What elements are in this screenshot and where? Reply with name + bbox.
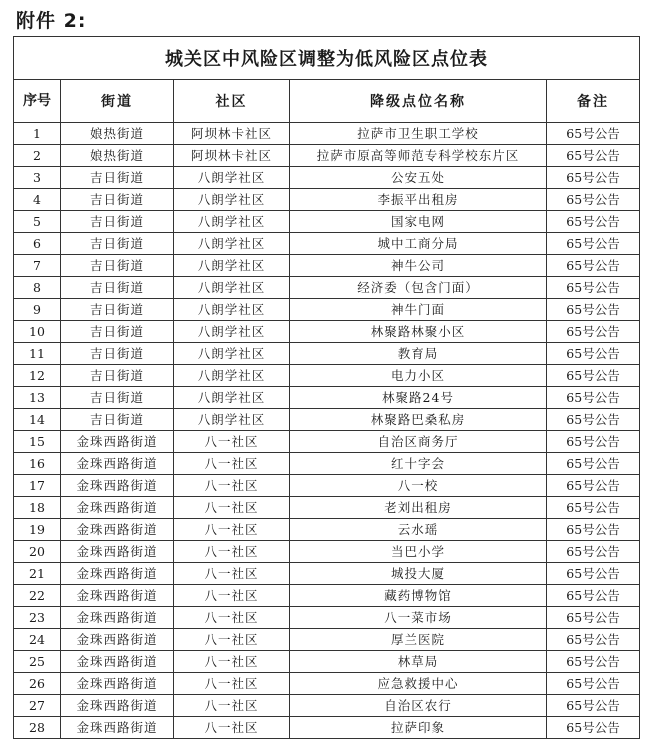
cell-community: 八一社区 <box>174 431 290 453</box>
table-row <box>14 563 640 585</box>
risk-area-table <box>13 36 640 739</box>
cell-street: 吉日街道 <box>61 255 174 277</box>
cell-seq: 12 <box>14 365 61 387</box>
cell-community: 八朗学社区 <box>174 211 290 233</box>
cell-community: 八朗学社区 <box>174 233 290 255</box>
cell-community: 八一社区 <box>174 673 290 695</box>
cell-seq: 6 <box>14 233 61 255</box>
table-row <box>14 431 640 453</box>
cell-note: 65号公告 <box>547 299 640 321</box>
cell-location: 林聚路巴桑私房 <box>290 409 547 431</box>
cell-location: 神牛公司 <box>290 255 547 277</box>
table-row <box>14 321 640 343</box>
cell-street: 吉日街道 <box>61 233 174 255</box>
cell-note: 65号公告 <box>547 673 640 695</box>
cell-note: 65号公告 <box>547 563 640 585</box>
cell-street: 金珠西路街道 <box>61 673 174 695</box>
cell-street: 金珠西路街道 <box>61 717 174 739</box>
table-row <box>14 453 640 475</box>
cell-community: 八朗学社区 <box>174 189 290 211</box>
table-row <box>14 365 640 387</box>
cell-location: 经济委（包含门面） <box>290 277 547 299</box>
cell-location: 厚兰医院 <box>290 629 547 651</box>
cell-seq: 8 <box>14 277 61 299</box>
cell-seq: 10 <box>14 321 61 343</box>
cell-seq: 7 <box>14 255 61 277</box>
cell-note: 65号公告 <box>547 475 640 497</box>
cell-community: 八一社区 <box>174 651 290 673</box>
table-row <box>14 409 640 431</box>
cell-street: 金珠西路街道 <box>61 563 174 585</box>
table-title: 城关区中风险区调整为低风险区点位表 <box>14 37 640 80</box>
cell-community: 八朗学社区 <box>174 343 290 365</box>
cell-location: 拉萨印象 <box>290 717 547 739</box>
cell-seq: 3 <box>14 167 61 189</box>
cell-seq: 23 <box>14 607 61 629</box>
cell-street: 金珠西路街道 <box>61 519 174 541</box>
header-seq: 序号 <box>14 80 61 123</box>
cell-note: 65号公告 <box>547 123 640 145</box>
cell-note: 65号公告 <box>547 145 640 167</box>
table-row <box>14 519 640 541</box>
cell-note: 65号公告 <box>547 277 640 299</box>
header-note: 备注 <box>547 80 640 123</box>
cell-seq: 18 <box>14 497 61 519</box>
cell-community: 八朗学社区 <box>174 299 290 321</box>
cell-seq: 17 <box>14 475 61 497</box>
cell-community: 八一社区 <box>174 717 290 739</box>
cell-note: 65号公告 <box>547 409 640 431</box>
cell-street: 吉日街道 <box>61 387 174 409</box>
cell-seq: 9 <box>14 299 61 321</box>
cell-street: 金珠西路街道 <box>61 497 174 519</box>
cell-street: 吉日街道 <box>61 277 174 299</box>
cell-note: 65号公告 <box>547 607 640 629</box>
cell-note: 65号公告 <box>547 519 640 541</box>
cell-seq: 24 <box>14 629 61 651</box>
table-row <box>14 651 640 673</box>
cell-location: 拉萨市卫生职工学校 <box>290 123 547 145</box>
cell-community: 八一社区 <box>174 695 290 717</box>
cell-seq: 4 <box>14 189 61 211</box>
cell-street: 金珠西路街道 <box>61 431 174 453</box>
cell-street: 吉日街道 <box>61 189 174 211</box>
table-row <box>14 233 640 255</box>
cell-location: 云水瑶 <box>290 519 547 541</box>
cell-note: 65号公告 <box>547 365 640 387</box>
cell-community: 阿坝林卡社区 <box>174 145 290 167</box>
table-row <box>14 673 640 695</box>
header-location: 降级点位名称 <box>290 80 547 123</box>
cell-street: 吉日街道 <box>61 365 174 387</box>
cell-street: 吉日街道 <box>61 211 174 233</box>
cell-seq: 22 <box>14 585 61 607</box>
cell-community: 八一社区 <box>174 497 290 519</box>
cell-location: 自治区农行 <box>290 695 547 717</box>
cell-community: 八一社区 <box>174 607 290 629</box>
cell-note: 65号公告 <box>547 541 640 563</box>
cell-note: 65号公告 <box>547 343 640 365</box>
cell-note: 65号公告 <box>547 453 640 475</box>
cell-note: 65号公告 <box>547 629 640 651</box>
table-row <box>14 123 640 145</box>
cell-community: 八朗学社区 <box>174 409 290 431</box>
cell-street: 金珠西路街道 <box>61 453 174 475</box>
cell-note: 65号公告 <box>547 695 640 717</box>
table-header-row <box>14 80 640 123</box>
cell-community: 八朗学社区 <box>174 321 290 343</box>
cell-note: 65号公告 <box>547 211 640 233</box>
header-community: 社区 <box>174 80 290 123</box>
table-row <box>14 343 640 365</box>
cell-community: 八朗学社区 <box>174 365 290 387</box>
cell-seq: 25 <box>14 651 61 673</box>
cell-seq: 20 <box>14 541 61 563</box>
cell-note: 65号公告 <box>547 387 640 409</box>
table-row <box>14 629 640 651</box>
cell-location: 教育局 <box>290 343 547 365</box>
cell-seq: 5 <box>14 211 61 233</box>
table-row <box>14 145 640 167</box>
cell-community: 八一社区 <box>174 585 290 607</box>
table-row <box>14 475 640 497</box>
cell-street: 金珠西路街道 <box>61 695 174 717</box>
cell-street: 金珠西路街道 <box>61 607 174 629</box>
cell-location: 林聚路24号 <box>290 387 547 409</box>
cell-street: 吉日街道 <box>61 343 174 365</box>
cell-community: 八一社区 <box>174 519 290 541</box>
cell-location: 神牛门面 <box>290 299 547 321</box>
cell-street: 吉日街道 <box>61 409 174 431</box>
cell-note: 65号公告 <box>547 717 640 739</box>
cell-note: 65号公告 <box>547 431 640 453</box>
cell-community: 八朗学社区 <box>174 277 290 299</box>
table-row <box>14 255 640 277</box>
cell-note: 65号公告 <box>547 255 640 277</box>
cell-seq: 14 <box>14 409 61 431</box>
cell-seq: 16 <box>14 453 61 475</box>
cell-location: 应急救援中心 <box>290 673 547 695</box>
table-row <box>14 695 640 717</box>
cell-note: 65号公告 <box>547 189 640 211</box>
cell-seq: 21 <box>14 563 61 585</box>
cell-street: 金珠西路街道 <box>61 475 174 497</box>
cell-note: 65号公告 <box>547 167 640 189</box>
cell-location: 八一校 <box>290 475 547 497</box>
cell-community: 八朗学社区 <box>174 387 290 409</box>
cell-community: 八朗学社区 <box>174 255 290 277</box>
cell-location: 李振平出租房 <box>290 189 547 211</box>
cell-seq: 26 <box>14 673 61 695</box>
attachment-label: 附件 2: <box>16 10 87 32</box>
cell-seq: 19 <box>14 519 61 541</box>
table-row <box>14 277 640 299</box>
table-row <box>14 497 640 519</box>
cell-community: 八朗学社区 <box>174 167 290 189</box>
table-row <box>14 189 640 211</box>
cell-location: 当巴小学 <box>290 541 547 563</box>
cell-community: 阿坝林卡社区 <box>174 123 290 145</box>
cell-street: 吉日街道 <box>61 167 174 189</box>
cell-location: 电力小区 <box>290 365 547 387</box>
table-row <box>14 167 640 189</box>
cell-community: 八一社区 <box>174 453 290 475</box>
cell-location: 城中工商分局 <box>290 233 547 255</box>
cell-seq: 1 <box>14 123 61 145</box>
cell-note: 65号公告 <box>547 321 640 343</box>
cell-location: 藏药博物馆 <box>290 585 547 607</box>
cell-street: 吉日街道 <box>61 299 174 321</box>
cell-seq: 27 <box>14 695 61 717</box>
cell-location: 林草局 <box>290 651 547 673</box>
cell-location: 林聚路林聚小区 <box>290 321 547 343</box>
cell-seq: 11 <box>14 343 61 365</box>
cell-community: 八一社区 <box>174 541 290 563</box>
table-row <box>14 585 640 607</box>
cell-street: 娘热街道 <box>61 145 174 167</box>
cell-community: 八一社区 <box>174 475 290 497</box>
cell-location: 国家电网 <box>290 211 547 233</box>
cell-street: 金珠西路街道 <box>61 651 174 673</box>
cell-note: 65号公告 <box>547 585 640 607</box>
cell-community: 八一社区 <box>174 563 290 585</box>
table-row <box>14 607 640 629</box>
cell-location: 城投大厦 <box>290 563 547 585</box>
cell-location: 老刘出租房 <box>290 497 547 519</box>
cell-location: 自治区商务厅 <box>290 431 547 453</box>
cell-location: 拉萨市原高等师范专科学校东片区 <box>290 145 547 167</box>
table-row <box>14 211 640 233</box>
cell-street: 金珠西路街道 <box>61 585 174 607</box>
cell-note: 65号公告 <box>547 233 640 255</box>
cell-seq: 13 <box>14 387 61 409</box>
cell-location: 红十字会 <box>290 453 547 475</box>
cell-seq: 2 <box>14 145 61 167</box>
table-row <box>14 387 640 409</box>
cell-community: 八一社区 <box>174 629 290 651</box>
cell-note: 65号公告 <box>547 651 640 673</box>
cell-location: 公安五处 <box>290 167 547 189</box>
cell-street: 金珠西路街道 <box>61 629 174 651</box>
table-row <box>14 541 640 563</box>
table-row <box>14 299 640 321</box>
table-row <box>14 717 640 739</box>
cell-note: 65号公告 <box>547 497 640 519</box>
header-street: 街道 <box>61 80 174 123</box>
cell-street: 金珠西路街道 <box>61 541 174 563</box>
cell-location: 八一菜市场 <box>290 607 547 629</box>
cell-street: 娘热街道 <box>61 123 174 145</box>
cell-seq: 28 <box>14 717 61 739</box>
table-body <box>14 123 640 739</box>
cell-seq: 15 <box>14 431 61 453</box>
cell-street: 吉日街道 <box>61 321 174 343</box>
